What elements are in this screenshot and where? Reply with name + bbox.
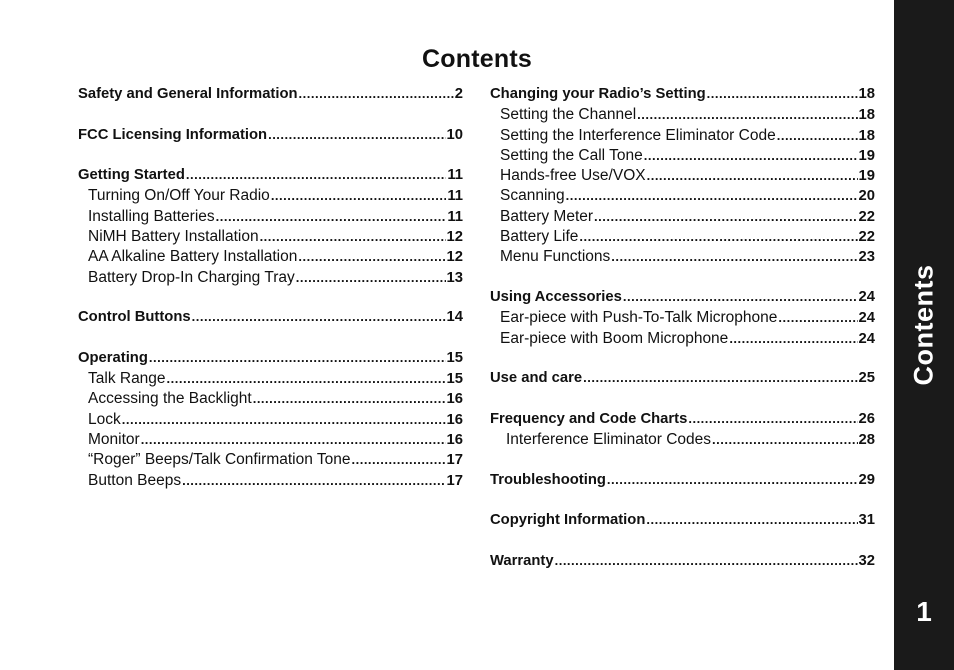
toc-page-number: 32 — [858, 552, 875, 569]
toc-subsection-entry[interactable] — [490, 248, 875, 268]
toc-entry-title: Frequency and Code Charts — [490, 410, 688, 427]
toc-leader-dots — [253, 391, 446, 406]
toc-leader-dots — [611, 249, 857, 264]
toc-section-entry[interactable] — [490, 86, 875, 106]
section-spacer — [78, 330, 463, 350]
toc-subsection-entry[interactable] — [490, 187, 875, 207]
toc-subsection-entry[interactable] — [490, 106, 875, 126]
toc-page-number: 12 — [446, 249, 463, 266]
toc-leader-dots — [182, 473, 445, 488]
toc-section-entry[interactable] — [78, 350, 463, 370]
toc-entry-title: Button Beeps — [88, 471, 182, 489]
toc-entry-title: Use and care — [490, 370, 583, 387]
toc-page-number: 2 — [454, 86, 463, 102]
toc-entry-title: Operating — [78, 349, 148, 366]
toc-entry-title: Warranty — [490, 552, 554, 569]
toc-subsection-entry[interactable] — [78, 472, 463, 492]
toc-page-number: 13 — [446, 269, 463, 286]
sidebar-label: Contents — [908, 264, 939, 386]
toc-section-entry[interactable] — [490, 512, 875, 532]
toc-right-column — [490, 86, 875, 573]
toc-subsection-entry[interactable] — [78, 451, 463, 471]
toc-subsection-entry[interactable] — [78, 431, 463, 451]
toc-subsection-entry[interactable] — [490, 208, 875, 228]
toc-subsection-entry[interactable] — [78, 248, 463, 268]
toc-subsection-entry[interactable] — [78, 228, 463, 248]
toc-entry-title: “Roger” Beeps/Talk Confirmation Tone — [88, 451, 351, 469]
toc-section-entry[interactable] — [78, 86, 463, 106]
toc-entry-title: Menu Functions — [500, 248, 611, 266]
toc-entry-title: Troubleshooting — [490, 471, 606, 488]
toc-leader-dots — [122, 412, 446, 427]
toc-leader-dots — [192, 309, 446, 324]
toc-subsection-entry[interactable] — [78, 411, 463, 431]
toc-entry-title: Changing your Radio’s Setting — [490, 86, 706, 102]
toc-entry-title: Battery Life — [500, 228, 579, 246]
toc-entry-title: Hands-free Use/VOX — [500, 167, 646, 185]
toc-entry-title: Battery Meter — [500, 207, 594, 225]
toc-leader-dots — [707, 86, 858, 101]
toc-leader-dots — [268, 127, 445, 142]
toc-entry-title: Accessing the Backlight — [88, 390, 252, 408]
toc-section-entry[interactable] — [490, 289, 875, 309]
toc-page-number: 25 — [858, 370, 875, 387]
toc-leader-dots — [566, 188, 858, 203]
toc-subsection-entry[interactable] — [490, 228, 875, 248]
toc-subsection-entry[interactable] — [78, 370, 463, 390]
toc-entry-title: Control Buttons — [78, 309, 191, 326]
toc-page-number: 15 — [446, 371, 463, 388]
toc-entry-title: NiMH Battery Installation — [88, 228, 259, 246]
toc-section-entry[interactable] — [78, 309, 463, 329]
toc-leader-dots — [216, 209, 447, 224]
toc-leader-dots — [644, 148, 858, 163]
section-spacer — [490, 492, 875, 512]
toc-page-number: 18 — [858, 107, 875, 124]
section-spacer — [490, 533, 875, 553]
toc-page-number: 20 — [858, 188, 875, 205]
toc-entry-title: AA Alkaline Battery Installation — [88, 248, 298, 266]
toc-entry-title: Installing Batteries — [88, 207, 215, 225]
toc-leader-dots — [260, 229, 446, 244]
toc-entry-title: Ear-piece with Boom Microphone — [500, 329, 729, 347]
toc-subsection-entry[interactable] — [490, 147, 875, 167]
toc-leader-dots — [555, 553, 858, 568]
toc-section-entry[interactable] — [490, 472, 875, 492]
toc-left-column — [78, 86, 463, 492]
toc-leader-dots — [583, 370, 857, 385]
toc-page-number: 19 — [858, 147, 875, 164]
toc-page-number: 24 — [858, 310, 875, 327]
toc-entry-title: FCC Licensing Information — [78, 126, 268, 143]
toc-page-number: 11 — [447, 167, 463, 184]
sidebar-tab — [894, 0, 954, 670]
toc-leader-dots — [579, 229, 857, 244]
toc-subsection-entry[interactable] — [490, 127, 875, 147]
toc-subsection-entry[interactable] — [78, 187, 463, 207]
toc-page-number: 23 — [858, 249, 875, 266]
toc-leader-dots — [594, 209, 858, 224]
section-spacer — [78, 147, 463, 167]
toc-leader-dots — [149, 350, 446, 365]
toc-leader-dots — [351, 452, 445, 467]
toc-leader-dots — [623, 289, 858, 304]
toc-subsection-entry[interactable] — [490, 167, 875, 187]
toc-page-number: 28 — [858, 432, 875, 449]
toc-entry-title: Setting the Interference Eliminator Code — [500, 126, 776, 144]
toc-subsection-entry[interactable] — [490, 431, 875, 451]
toc-section-entry[interactable] — [490, 370, 875, 390]
section-spacer — [490, 451, 875, 471]
toc-page-number: 18 — [858, 127, 875, 144]
toc-page-number: 29 — [858, 471, 875, 488]
section-spacer — [78, 106, 463, 126]
section-spacer — [490, 350, 875, 370]
toc-leader-dots — [646, 512, 857, 527]
toc-entry-title: Monitor — [88, 431, 140, 449]
toc-leader-dots — [777, 128, 858, 143]
section-spacer — [490, 390, 875, 410]
toc-entry-title: Interference Eliminator Codes — [506, 431, 712, 449]
toc-section-entry[interactable] — [490, 411, 875, 431]
toc-leader-dots — [298, 249, 445, 264]
toc-leader-dots — [186, 167, 446, 182]
toc-page-number: 11 — [447, 188, 463, 205]
toc-leader-dots — [167, 371, 446, 386]
toc-leader-dots — [271, 188, 447, 203]
toc-page-number: 11 — [447, 208, 463, 225]
toc-page-number: 16 — [446, 411, 463, 428]
toc-leader-dots — [141, 432, 446, 447]
toc-page-number: 16 — [446, 432, 463, 449]
toc-leader-dots — [607, 472, 858, 487]
toc-page-number: 16 — [446, 391, 463, 408]
page-number: 1 — [916, 596, 932, 627]
toc-section-entry[interactable] — [78, 127, 463, 147]
toc-leader-dots — [729, 331, 857, 346]
toc-page-number: 17 — [446, 472, 463, 489]
toc-page-number: 17 — [446, 452, 463, 469]
toc-subsection-entry[interactable] — [490, 330, 875, 350]
toc-entry-title: Setting the Call Tone — [500, 146, 643, 164]
toc-subsection-entry[interactable] — [78, 208, 463, 228]
toc-entry-title: Talk Range — [88, 370, 166, 388]
toc-page-number: 24 — [858, 330, 875, 347]
toc-leader-dots — [778, 310, 857, 325]
toc-entry-title: Using Accessories — [490, 288, 622, 305]
toc-entry-title: Battery Drop-In Charging Tray — [88, 268, 295, 286]
toc-leader-dots — [647, 168, 858, 183]
page-title: Contents — [422, 44, 532, 73]
toc-page-number: 14 — [446, 309, 463, 326]
toc-entry-title: Setting the Channel — [500, 106, 637, 124]
section-spacer — [490, 269, 875, 289]
toc-page-number: 26 — [858, 410, 875, 427]
toc-page-number: 15 — [446, 349, 463, 366]
toc-page-number: 12 — [446, 229, 463, 246]
toc-entry-title: Turning On/Off Your Radio — [88, 187, 270, 205]
toc-page-number: 31 — [858, 512, 875, 529]
toc-leader-dots — [637, 107, 857, 122]
section-spacer — [78, 289, 463, 309]
toc-entry-title: Copyright Information — [490, 512, 646, 529]
toc-leader-dots — [296, 270, 446, 285]
toc-subsection-entry[interactable] — [78, 390, 463, 410]
toc-page-number: 24 — [858, 288, 875, 305]
toc-entry-title: Scanning — [500, 187, 565, 205]
toc-page-number: 18 — [858, 86, 875, 102]
toc-leader-dots — [688, 411, 857, 426]
toc-leader-dots — [712, 432, 857, 447]
toc-entry-title: Lock — [88, 410, 121, 428]
toc-section-entry[interactable] — [78, 167, 463, 187]
toc-page-number: 19 — [858, 168, 875, 185]
toc-entry-title: Getting Started — [78, 167, 185, 184]
toc-section-entry[interactable] — [490, 553, 875, 573]
toc-entry-title: Ear-piece with Push-To-Talk Microphone — [500, 309, 778, 327]
toc-subsection-entry[interactable] — [490, 309, 875, 329]
toc-page-number: 22 — [858, 208, 875, 225]
toc-entry-title: Safety and General Information — [78, 86, 298, 102]
toc-leader-dots — [299, 86, 454, 101]
toc-subsection-entry[interactable] — [78, 269, 463, 289]
toc-page-number: 10 — [446, 126, 463, 143]
toc-page-number: 22 — [858, 229, 875, 246]
